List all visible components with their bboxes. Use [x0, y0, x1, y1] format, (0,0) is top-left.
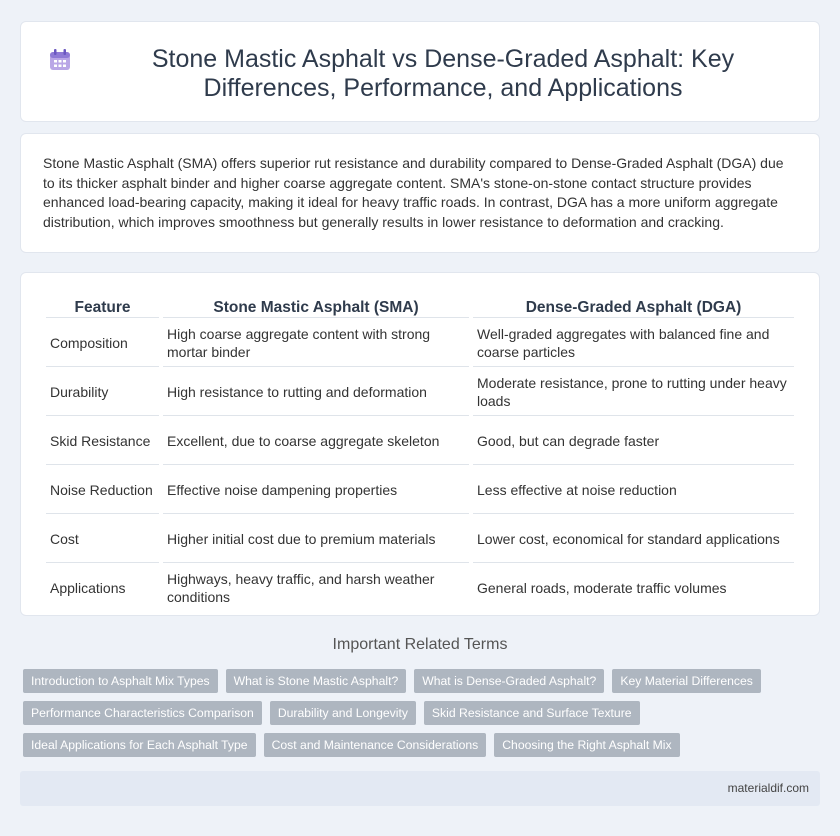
related-term-tag[interactable]: What is Dense-Graded Asphalt? — [414, 669, 604, 693]
table-row — [46, 418, 794, 465]
intro-card — [20, 133, 820, 253]
table-row — [46, 516, 794, 563]
sma-cell: Highways, heavy traffic, and harsh weather conditions — [167, 571, 435, 605]
table-header-row — [46, 295, 794, 318]
related-term-tag[interactable]: What is Stone Mastic Asphalt? — [226, 669, 407, 693]
related-term-tag[interactable]: Key Material Differences — [612, 669, 761, 693]
table-row — [46, 369, 794, 416]
sma-cell: Excellent, due to coarse aggregate skeleton — [163, 418, 469, 465]
intro-text: Stone Mastic Asphalt (SMA) offers superior rut resistance and durability compared to Dense-Graded Asphalt (DGA) due to its thicker asphalt binder and higher coarse aggregate content. SMA's stone-on-stone contact structure provides enhanced load-bearing capacity, making it ideal for heavy traffic roads. In contrast, DGA has a more uniform aggregate distribution, which improves smoothness but generally results in lower resistance to deformation and cracking. — [43, 155, 784, 230]
table-row — [46, 565, 794, 611]
dga-cell: Moderate resistance, prone to rutting under heavy loads — [473, 369, 794, 416]
sma-cell: High coarse aggregate content with strong mortar binder — [163, 320, 469, 367]
header-dga: Dense-Graded Asphalt (DGA) — [473, 295, 794, 318]
page-title: Stone Mastic Asphalt vs Dense-Graded Asphalt: Key Differences, Performance, and Applications — [151, 45, 735, 102]
footer-site-link[interactable]: materialdif.com — [727, 781, 809, 795]
dga-cell: Well-graded aggregates with balanced fine and coarse particles — [473, 320, 794, 367]
dga-cell: Good, but can degrade faster — [473, 418, 794, 465]
feature-cell: Composition — [46, 320, 159, 367]
header-feature: Feature — [46, 295, 159, 318]
sma-cell: Effective noise dampening properties — [163, 467, 469, 514]
comparison-table — [42, 293, 798, 613]
table-row — [46, 467, 794, 514]
calendar-icon — [47, 47, 73, 73]
table-row — [46, 320, 794, 367]
header-sma: Stone Mastic Asphalt (SMA) — [163, 295, 469, 318]
feature-cell: Cost — [46, 516, 159, 563]
sma-cell: Higher initial cost due to premium materials — [163, 516, 469, 563]
feature-cell: Durability — [46, 369, 159, 416]
dga-cell: General roads, moderate traffic volumes — [477, 580, 727, 596]
dga-cell: Less effective at noise reduction — [473, 467, 794, 514]
header-card — [20, 21, 820, 122]
dga-cell: Lower cost, economical for standard applications — [473, 516, 794, 563]
related-term-tag[interactable]: Performance Characteristics Comparison — [23, 701, 262, 725]
footer — [20, 771, 820, 806]
related-terms-list — [23, 669, 803, 765]
related-term-tag[interactable]: Introduction to Asphalt Mix Types — [23, 669, 218, 693]
feature-cell: Applications — [50, 580, 126, 596]
related-term-tag[interactable]: Choosing the Right Asphalt Mix — [494, 733, 679, 757]
comparison-card — [20, 272, 820, 616]
feature-cell: Noise Reduction — [46, 467, 159, 514]
related-terms-title: Important Related Terms — [332, 636, 508, 653]
related-term-tag[interactable]: Durability and Longevity — [270, 701, 416, 725]
related-term-tag[interactable]: Cost and Maintenance Considerations — [264, 733, 487, 757]
sma-cell: High resistance to rutting and deformation — [163, 369, 469, 416]
feature-cell: Skid Resistance — [46, 418, 159, 465]
related-term-tag[interactable]: Skid Resistance and Surface Texture — [424, 701, 640, 725]
related-term-tag[interactable]: Ideal Applications for Each Asphalt Type — [23, 733, 256, 757]
